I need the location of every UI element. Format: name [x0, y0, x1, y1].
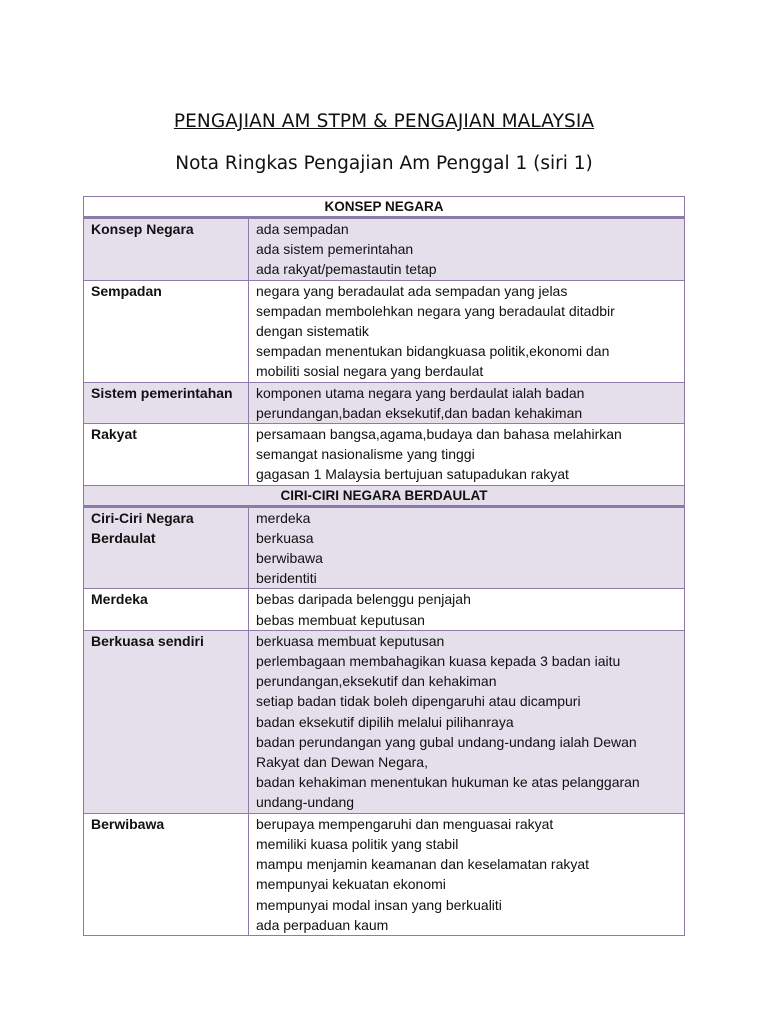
term-cell: Rakyat [84, 424, 249, 486]
description-line: gagasan 1 Malaysia bertujuan satupadukan rakyat [256, 466, 569, 483]
description-line: undang-undang [256, 794, 355, 811]
description-cell [249, 280, 685, 382]
table-row [84, 506, 685, 589]
description-line: bebas membuat keputusan [256, 611, 425, 628]
description-line: negara yang beradaulat ada sempadan yang jelas [256, 282, 568, 299]
table-row [84, 589, 685, 630]
description-line: merdeka [256, 509, 311, 526]
term-cell: Sistem pemerintahan [84, 382, 249, 423]
description-line: ada sistem pemerintahan [256, 241, 414, 258]
description-line: memiliki kuasa politik yang stabil [256, 835, 459, 852]
description-line: mempunyai modal insan yang berkualiti [256, 896, 502, 913]
term-cell: Merdeka [84, 589, 249, 630]
table-row [84, 382, 685, 423]
section-header-row [84, 197, 685, 218]
description-line: mempunyai kekuatan ekonomi [256, 876, 446, 893]
description-line: badan eksekutif dipilih melalui pilihanraya [256, 713, 514, 730]
description-line: berwibawa [256, 550, 323, 567]
description-cell [249, 630, 685, 813]
description-line: Rakyat dan Dewan Negara, [256, 754, 428, 771]
description-line: beridentiti [256, 570, 317, 587]
description-line: badan perundangan yang gubal undang-undang ialah Dewan [256, 733, 637, 750]
table-row [84, 280, 685, 382]
section-heading: CIRI-CIRI NEGARA BERDAULAT [84, 485, 685, 506]
description-line: ada rakyat/pemastautin tetap [256, 261, 437, 278]
table-row [84, 424, 685, 486]
description-line: sempadan membolehkan negara yang beradaulat ditadbir [256, 302, 615, 319]
term-cell: Sempadan [84, 280, 249, 382]
description-line: semangat nasionalisme yang tinggi [256, 446, 475, 463]
description-line: perundangan,eksekutif dan kehakiman [256, 673, 497, 690]
term-cell: Berkuasa sendiri [84, 630, 249, 813]
term-cell: Ciri-Ciri Negara Berdaulat [84, 506, 249, 589]
description-line: mampu menjamin keamanan dan keselamatan rakyat [256, 856, 590, 873]
notes-table-body [84, 197, 685, 936]
table-row [84, 630, 685, 813]
description-cell [249, 424, 685, 486]
description-line: bebas daripada belenggu penjajah [256, 591, 471, 608]
notes-table [83, 196, 685, 936]
description-cell [249, 218, 685, 281]
section-header-row [84, 485, 685, 506]
description-cell [249, 589, 685, 630]
description-line: berupaya mempengaruhi dan menguasai rakyat [256, 815, 554, 832]
description-line: persamaan bangsa,agama,budaya dan bahasa melahirkan [256, 426, 622, 443]
document-subtitle: Nota Ringkas Pengajian Am Penggal 1 (siri 1) [175, 153, 593, 174]
table-row [84, 813, 685, 935]
description-line: ada perpaduan kaum [256, 916, 389, 933]
description-line: perundangan,badan eksekutif,dan badan kehakiman [256, 404, 583, 421]
description-line: berkuasa membuat keputusan [256, 632, 445, 649]
description-line: berkuasa [256, 529, 314, 546]
description-line: komponen utama negara yang berdaulat ialah badan [256, 384, 585, 401]
description-line: ada sempadan [256, 221, 349, 237]
description-line: sempadan menentukan bidangkuasa politik,ekonomi dan [256, 343, 610, 360]
description-cell [249, 813, 685, 935]
description-line: dengan sistematik [256, 323, 369, 340]
table-row [84, 218, 685, 281]
description-line: setiap badan tidak boleh dipengaruhi atau dicampuri [256, 693, 581, 710]
description-line: perlembagaan membahagikan kuasa kepada 3 badan iaitu [256, 653, 621, 670]
term-cell: Berwibawa [84, 813, 249, 935]
term-cell: Konsep Negara [84, 218, 249, 281]
description-cell [249, 382, 685, 423]
section-heading: KONSEP NEGARA [84, 197, 685, 218]
description-line: badan kehakiman menentukan hukuman ke atas pelanggaran [256, 774, 640, 791]
description-line: mobiliti sosial negara yang berdaulat [256, 363, 484, 380]
document-title: PENGAJIAN AM STPM & PENGAJIAN MALAYSIA [173, 111, 595, 132]
description-cell [249, 506, 685, 589]
